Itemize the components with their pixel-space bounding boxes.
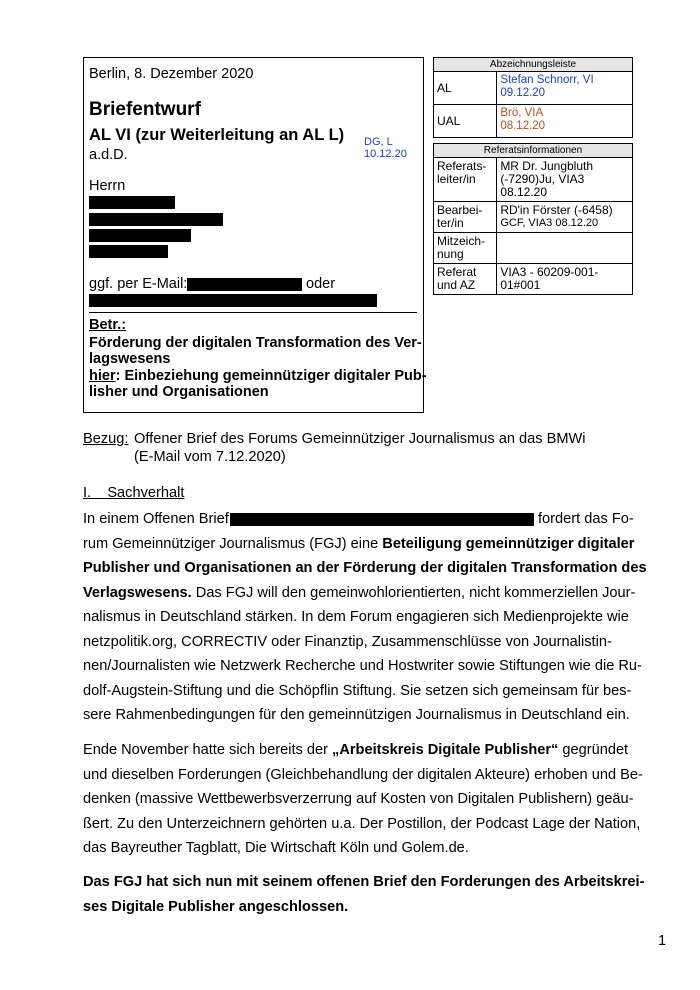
ref-value-line: MR Dr. Jungbluth (500, 159, 594, 173)
para1-line-1b: fordert das Fo- (538, 511, 634, 527)
para1-line-4a: Verlagswesens. (83, 584, 192, 601)
para1-line: dolf-Augstein-Stiftung und die Schöpflin Stiftung. Sie setzen sich gemeinsam für bes- (83, 682, 632, 699)
paragraph-1 (83, 507, 647, 728)
salutation: Herrn (89, 178, 126, 194)
redaction-block (89, 245, 168, 258)
date-line: Berlin, 8. Dezember 2020 (89, 66, 254, 82)
handwritten-note-1: DG, L (364, 136, 393, 148)
betr-line-2: lagswesens (89, 351, 171, 367)
ref-label-line: Referats- (437, 159, 487, 173)
ref-label (434, 158, 497, 202)
redaction-block (187, 278, 302, 291)
para1-line: nalismus in Deutschland stärken. In dem Forum engagieren sich Medienprojekte wie (83, 609, 629, 625)
ref-value-line: 01#001 (500, 278, 541, 292)
abz-al-line-1: Stefan Schnorr, VI (500, 74, 594, 86)
add-line: a.d.D. (89, 147, 128, 163)
para2-line: und dieselben Forderungen (Gleichbehandlung der digitalen Akteure) erhoben und Be- (83, 766, 643, 783)
abz-value-al (497, 72, 633, 105)
para1-line-1a: In einem Offenen Brief (83, 511, 229, 527)
redaction-block (89, 294, 377, 307)
page-number: 1 (658, 933, 667, 949)
abz-al-line-2: 09.12.20 (500, 87, 546, 99)
abz-value-ual (497, 105, 633, 138)
email-prefix: ggf. per E-Mail: (89, 276, 188, 292)
para1-line-2b: Beteiligung gemeinnütziger digitaler (382, 535, 635, 552)
ref-label-line: Referat (437, 265, 477, 279)
para1-line: sere Rahmenbedingungen für den gemeinnützigen Journalismus in Deutschland ein. (83, 707, 630, 723)
ref-label-line: leiter/in (437, 172, 476, 186)
ref-value-line: VIA3 - 60209-001- (500, 265, 599, 279)
section-heading (83, 485, 184, 501)
handwritten-note-2: 10.12.20 (364, 148, 407, 160)
ref-label (434, 233, 497, 264)
ref-label (434, 264, 497, 295)
redaction-block (230, 513, 534, 526)
para3-line: ses Digitale Publisher angeschlossen. (83, 898, 349, 915)
ref-value-line: (-7290)Ju, VIA3 (500, 172, 585, 186)
abzeichnung-header: Abzeichnungsleiste (434, 58, 633, 72)
betr-label: Betr.: (89, 317, 127, 333)
abz-label-al: AL (434, 72, 497, 105)
ref-value (497, 264, 633, 295)
para1-line (83, 556, 647, 581)
bezug-line-2: (E-Mail vom 7.12.2020) (134, 449, 286, 465)
ref-value-line: RD'in Förster (-6458) (500, 203, 613, 217)
redaction-block (89, 196, 175, 209)
paragraph-3 (83, 870, 645, 919)
para2-line-1c: gegründet (558, 742, 629, 758)
para1-line: netzpolitik.org, CORRECTIV oder Finanztip, Zusammenschlüsse von Journalistin- (83, 633, 612, 650)
paragraph-2 (83, 738, 643, 861)
abz-ual-line-1: Brö, VIA (500, 107, 544, 119)
para2-line-1b: „Arbeitskreis Digitale Publisher“ (332, 742, 559, 758)
para1-line-4b: Das FGJ will den gemeinwohlorientierten, nicht kommerziellen Jour- (191, 584, 636, 601)
ref-value-line: 08.12.20 (500, 185, 548, 199)
betr-line-1: Förderung der digitalen Transformation des Ver- (89, 335, 422, 351)
para1-line (83, 581, 636, 606)
ref-value (497, 158, 633, 202)
ref-label-line: Bearbei- (437, 203, 483, 217)
ref-label (434, 202, 497, 233)
para1-line (83, 507, 634, 532)
para2-line (83, 738, 631, 763)
letter-title: Briefentwurf (89, 99, 201, 120)
bezug-label: Bezug: (83, 431, 129, 447)
abzeichnung-table (433, 57, 633, 138)
ref-label-line: und AZ (437, 278, 476, 292)
redaction-block (89, 213, 223, 226)
divider (89, 312, 417, 313)
letter-box (83, 57, 427, 413)
abz-ual-line-2: 08.12.20 (500, 120, 546, 132)
para2-line: das Bayreuther Tagblatt, Die Wirtschaft Köln und Golem.de. (83, 840, 469, 856)
letter-subtitle: AL VI (zur Weiterleitung an AL L) (89, 126, 345, 144)
section-title: Sachverhalt (107, 485, 185, 501)
hier-line-2: lisher und Organisationen (89, 384, 269, 400)
para1-line: nen/Journalisten wie Netzwerk Recherche und Hostwriter sowie Stiftungen wie die Ru- (83, 658, 642, 674)
ref-label-line: ter/in (437, 216, 464, 230)
para2-line: denken (massive Wettbewerbsverzerrung auf Kosten von Digitalen Publishern) geäu- (83, 791, 634, 807)
para1-line-3: Publisher und Organisationen an der Förderung der digitalen Transformation des (83, 560, 647, 576)
abz-label-ual: UAL (434, 105, 497, 138)
bezug-line-1: Offener Brief des Forums Gemeinnütziger Journalismus an das BMWi (134, 431, 586, 447)
referat-header: Referatsinformationen (434, 144, 633, 158)
para1-line (83, 532, 635, 557)
redaction-block (89, 229, 191, 242)
ref-value-empty (497, 233, 633, 264)
ref-label-line: Mitzeich- (437, 234, 486, 248)
hier-label: hier (89, 368, 116, 384)
ref-value-line: GCF, VIA3 08.12.20 (500, 217, 599, 229)
para2-line: ßert. Zu den Unterzeichnern gehörten u.a. Der Postillon, der Podcast Lage der Nation, (83, 815, 641, 832)
para1-line-2a: rum Gemeinnütziger Journalismus (FGJ) eine (83, 535, 383, 552)
ref-label-line: nung (437, 247, 464, 261)
para2-line-1a: Ende November hatte sich bereits der (83, 742, 333, 758)
email-or: oder (306, 276, 336, 292)
para3-line: Das FGJ hat sich nun mit seinem offenen Brief den Forderungen des Arbeitskrei- (83, 874, 645, 890)
hier-line-1 (89, 368, 427, 384)
section-number: I. (83, 485, 92, 501)
hier-rest: : Einbeziehung gemeinnütziger digitaler Pub- (115, 368, 427, 384)
ref-value (497, 202, 633, 233)
referat-table (433, 143, 633, 295)
